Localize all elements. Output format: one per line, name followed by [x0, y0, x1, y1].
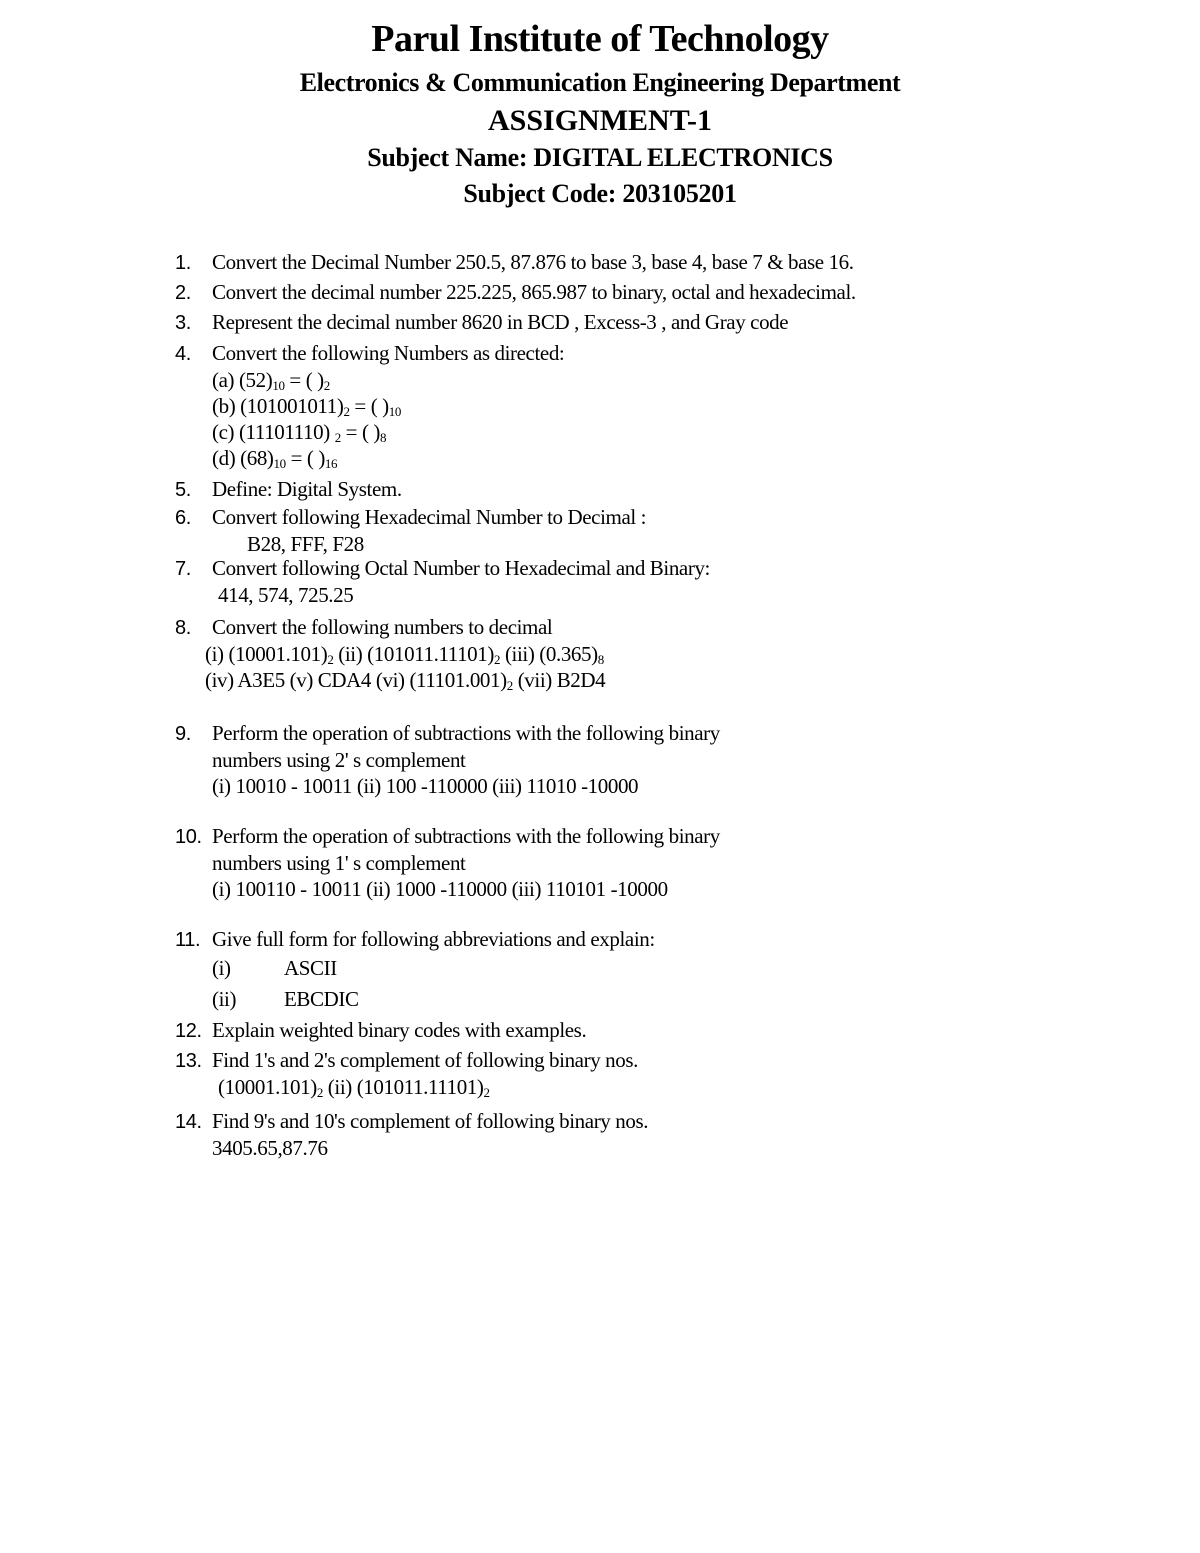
question-number: 13.	[175, 1050, 202, 1072]
question-9	[175, 720, 1135, 799]
base-subscript: 10	[388, 404, 401, 419]
sub-question-part: (ii) (101011.11101)	[333, 642, 494, 666]
subject-code: Subject Code: 203105201	[463, 179, 737, 208]
institute-name: Parul Institute of Technology	[371, 18, 829, 60]
department-name: Electronics & Communication Engineering Department	[299, 68, 901, 97]
base-subscript: 2	[327, 652, 334, 667]
question-2	[175, 279, 1135, 306]
base-subscript: 2	[506, 678, 513, 693]
abbreviation: EBCDIC	[284, 987, 359, 1011]
question-12	[175, 1017, 1135, 1044]
sub-question-line-2	[175, 667, 1135, 693]
equals-blank: = ( )	[349, 394, 389, 418]
question-text-continued: numbers using 2' s complement	[212, 748, 466, 772]
base-subscript: 16	[324, 456, 338, 471]
roman-numeral: (i)	[212, 956, 231, 980]
sub-question-line-1	[175, 641, 1135, 667]
sub-question-part: (ii) (101011.11101)	[322, 1075, 484, 1099]
sub-question-part: (10001.101)	[218, 1075, 317, 1099]
question-values: 3405.65,87.76	[212, 1136, 328, 1160]
question-text-continued: numbers using 1' s complement	[212, 851, 466, 875]
question-values: 414, 574, 725.25	[218, 583, 354, 607]
question-3	[175, 309, 1135, 336]
base-subscript: 2	[343, 404, 350, 419]
question-number: 3.	[175, 312, 191, 334]
question-10	[175, 823, 1135, 902]
sub-question-part: (vii) B2D4	[512, 668, 606, 692]
question-text: Give full form for following abbreviations and explain:	[212, 927, 655, 951]
sub-question-items	[175, 1074, 1135, 1100]
question-number: 14.	[175, 1111, 202, 1133]
base-subscript: 2	[493, 652, 501, 667]
equals-blank: = ( )	[284, 368, 324, 392]
question-text: Define: Digital System.	[212, 477, 402, 501]
question-text: Perform the operation of subtractions with the following binary	[212, 824, 720, 848]
question-number: 9.	[175, 723, 191, 745]
sub-question-label: (d) (68)	[212, 446, 274, 470]
roman-numeral: (ii)	[212, 987, 237, 1011]
question-1	[175, 249, 1135, 276]
abbreviation-item	[175, 984, 1135, 1015]
question-text: Explain weighted binary codes with examples.	[212, 1018, 587, 1042]
question-number: 6.	[175, 507, 191, 529]
question-7	[175, 555, 1135, 608]
question-number: 7.	[175, 558, 191, 580]
question-number: 2.	[175, 282, 191, 304]
question-number: 12.	[175, 1020, 202, 1042]
sub-question-part: (i) (10001.101)	[205, 642, 328, 666]
question-13	[175, 1047, 1135, 1100]
equals-blank: = ( )	[340, 420, 380, 444]
base-subscript: 2	[334, 430, 341, 445]
sub-question-part: (iii) (0.365)	[500, 642, 598, 666]
sub-question-items: (i) 100110 - 10011 (ii) 1000 -110000 (iii) 110101 -10000	[212, 877, 668, 901]
question-4	[175, 340, 1135, 471]
sub-question-d	[175, 445, 1135, 471]
sub-question-label: (a) (52)	[212, 368, 273, 392]
base-subscript: 2	[323, 378, 330, 393]
base-subscript: 10	[273, 456, 286, 471]
equals-blank: = ( )	[285, 446, 325, 470]
question-number: 1.	[175, 252, 191, 274]
sub-question-c	[175, 419, 1135, 445]
sub-question-part: (iv) A3E5 (v) CDA4 (vi) (11101.001)	[205, 668, 507, 692]
question-text: Find 9's and 10's complement of following binary nos.	[212, 1109, 649, 1133]
assignment-title: ASSIGNMENT-1	[488, 104, 712, 137]
base-subscript: 8	[379, 430, 387, 445]
sub-question-a	[175, 367, 1135, 393]
question-text: Perform the operation of subtractions with the following binary	[212, 721, 720, 745]
question-11	[175, 926, 1135, 1015]
base-subscript: 2	[483, 1085, 490, 1100]
question-text: Convert the Decimal Number 250.5, 87.876 to base 3, base 4, base 7 & base 16.	[212, 250, 854, 274]
base-subscript: 2	[316, 1085, 323, 1100]
base-subscript: 8	[597, 652, 604, 667]
abbreviation: ASCII	[284, 956, 337, 980]
question-text: Represent the decimal number 8620 in BCD , Excess-3 , and Gray code	[212, 310, 789, 334]
sub-question-label: (c) (11101110)	[212, 420, 335, 444]
question-number: 8.	[175, 617, 191, 639]
document-header	[0, 14, 1200, 212]
question-values: B28, FFF, F28	[247, 532, 364, 556]
base-subscript: 10	[272, 378, 285, 393]
sub-question-label: (b) (101001011)	[212, 394, 344, 418]
question-text: Convert the following Numbers as directed:	[212, 341, 565, 365]
question-text: Convert the following numbers to decimal	[212, 615, 553, 639]
question-14	[175, 1108, 1135, 1161]
question-number: 4.	[175, 343, 191, 365]
abbreviation-item	[175, 953, 1135, 984]
question-8	[175, 614, 1135, 693]
question-text: Find 1's and 2's complement of following binary nos.	[212, 1048, 638, 1072]
question-6	[175, 504, 1135, 557]
question-text: Convert following Hexadecimal Number to Decimal :	[212, 505, 647, 529]
question-text: Convert following Octal Number to Hexadecimal and Binary:	[212, 556, 710, 580]
question-number: 5.	[175, 479, 191, 501]
question-number: 10.	[175, 826, 202, 848]
sub-question-b	[175, 393, 1135, 419]
question-text: Convert the decimal number 225.225, 865.987 to binary, octal and hexadecimal.	[212, 280, 856, 304]
sub-question-items: (i) 10010 - 10011 (ii) 100 -110000 (iii) 11010 -10000	[212, 774, 639, 798]
question-5	[175, 476, 1135, 503]
question-number: 11.	[175, 929, 201, 951]
subject-name: Subject Name: DIGITAL ELECTRONICS	[367, 143, 833, 172]
